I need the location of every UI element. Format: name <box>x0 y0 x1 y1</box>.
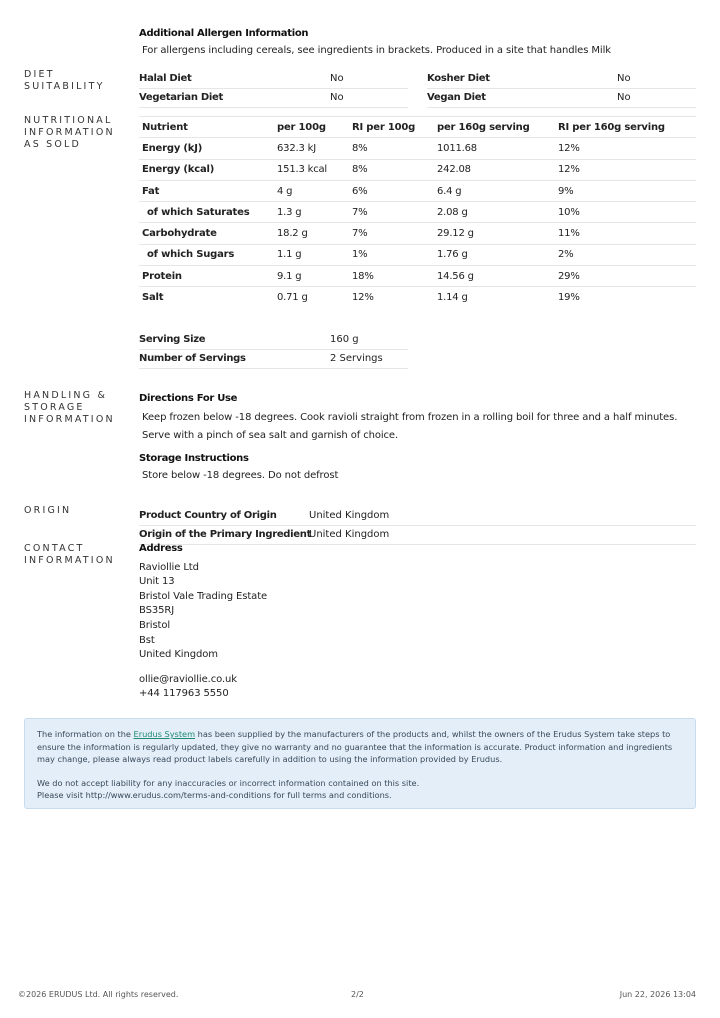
address-line: Unit 13 <box>139 576 175 588</box>
servings-value: 2 Servings <box>330 353 383 364</box>
halal-value: No <box>330 73 344 84</box>
per-serving-value: 1011.68 <box>437 138 558 159</box>
vegetarian-row <box>139 89 408 108</box>
ri-serving-value: 29% <box>558 266 696 287</box>
servings-row <box>139 350 408 369</box>
disclaimer-post-link: has been supplied by the manufacturers of the products and, whilst the owners of the Erudus System take steps to ensure the information is regularly updated, they give no warranty and no guarantee that the information is accurate. Product information and ingredients may change, please always read product labels carefully in addition to using the information provided by Erudus. <box>37 729 673 764</box>
disclaimer-paragraph <box>37 728 683 766</box>
table-row <box>139 202 696 223</box>
directions-text: Keep frozen below -18 degrees. Cook ravioli straight from frozen in a rolling boil for three and a half minutes. Serve with a pinch of sea salt and garnish of choice. <box>142 412 678 441</box>
table-row <box>139 223 696 244</box>
table-row <box>139 138 696 159</box>
per-100g-value: 1.1 g <box>277 244 352 265</box>
per-serving-value: 29.12 g <box>437 223 558 244</box>
header-per-serving: per 160g serving <box>437 117 558 138</box>
header-ri-per-100g: RI per 100g <box>352 117 437 138</box>
allergen-heading: Additional Allergen Information <box>139 28 309 39</box>
table-row <box>139 159 696 180</box>
per-serving-value: 1.76 g <box>437 244 558 265</box>
address-line: United Kingdom <box>139 649 218 661</box>
per-serving-value: 242.08 <box>437 159 558 180</box>
address-line: Bst <box>139 634 155 646</box>
diet-section-label: DIET SUITABILITY <box>24 69 105 92</box>
storage-text: Store below -18 degrees. Do not defrost <box>142 470 339 481</box>
ri-serving-value: 2% <box>558 244 696 265</box>
erudus-system-link[interactable]: Erudus System <box>133 729 196 739</box>
table-row <box>139 266 696 287</box>
ri-100g-value: 18% <box>352 266 437 287</box>
header-ri-per-serving: RI per 160g serving <box>558 117 696 138</box>
per-serving-value: 1.14 g <box>437 292 468 304</box>
nutrient-name: Protein <box>139 266 277 287</box>
per-100g-value: 4 g <box>277 180 352 201</box>
origin-section-label: ORIGIN <box>24 505 72 516</box>
vegan-row <box>427 89 696 108</box>
ri-serving-value: 19% <box>558 292 580 304</box>
nutrition-header-row <box>139 117 696 138</box>
kosher-value: No <box>617 73 631 84</box>
allergen-section <box>139 28 696 56</box>
vegan-label: Vegan Diet <box>427 92 486 103</box>
per-100g-value: 632.3 kJ <box>277 138 352 159</box>
disclaimer-box <box>24 718 696 809</box>
address-line: BS35RJ <box>139 605 175 617</box>
ri-100g-value: 6% <box>352 180 437 201</box>
per-100g-value: 9.1 g <box>277 266 352 287</box>
ri-100g-value: 8% <box>352 138 437 159</box>
contact-section-label: CONTACT INFORMATION <box>24 543 115 566</box>
nutrient-name: Energy (kcal) <box>139 159 277 180</box>
primary-origin-label: Origin of the Primary Ingredient <box>139 529 312 540</box>
contact-email: ollie@raviollie.co.uk <box>139 673 237 685</box>
nutrient-name: Salt <box>142 292 164 304</box>
country-origin-value: United Kingdom <box>309 510 390 521</box>
country-origin-row <box>139 507 696 526</box>
disclaimer-liability: We do not accept liability for any inaccuracies or incorrect information contained on this site. <box>37 777 420 788</box>
address-heading: Address <box>139 543 183 554</box>
nutrient-name: Carbohydrate <box>139 223 277 244</box>
serving-size-row <box>139 331 408 350</box>
primary-origin-value: United Kingdom <box>309 529 390 540</box>
contact-section <box>139 542 696 702</box>
disclaimer-terms: Please visit http://www.erudus.com/terms-and-conditions for full terms and conditions. <box>37 790 392 800</box>
per-100g-value: 1.3 g <box>277 202 352 223</box>
per-serving-value: 2.08 g <box>437 202 558 223</box>
kosher-label: Kosher Diet <box>427 73 490 84</box>
serving-size-value: 160 g <box>330 334 359 345</box>
table-row <box>139 244 696 265</box>
address-line: Raviollie Ltd <box>139 561 199 573</box>
address-line: Bristol Vale Trading Estate <box>139 590 268 602</box>
per-100g-value: 18.2 g <box>277 223 352 244</box>
ri-100g-value: 1% <box>352 244 437 265</box>
halal-row <box>139 70 408 89</box>
storage-heading: Storage Instructions <box>139 453 249 464</box>
ri-100g-value: 12% <box>352 292 374 304</box>
nutrient-name: of which Sugars <box>139 244 277 265</box>
halal-label: Halal Diet <box>139 73 192 84</box>
per-serving-value: 6.4 g <box>437 180 558 201</box>
ri-serving-value: 9% <box>558 180 696 201</box>
ri-serving-value: 11% <box>558 223 696 244</box>
ri-100g-value: 8% <box>352 159 437 180</box>
disclaimer-pre-link: The information on the <box>37 729 134 739</box>
ri-serving-value: 12% <box>558 159 696 180</box>
allergen-text: For allergens including cereals, see ingredients in brackets. Produced in a site that handles Milk <box>142 45 611 56</box>
kosher-row <box>427 70 696 89</box>
ri-serving-value: 12% <box>558 138 696 159</box>
nutrient-name: Energy (kJ) <box>139 138 277 159</box>
nutrient-name: of which Saturates <box>139 202 277 223</box>
footer-copyright: ©2026 ERUDUS Ltd. All rights reserved. <box>18 990 179 999</box>
vegetarian-label: Vegetarian Diet <box>139 92 223 103</box>
ri-serving-value: 10% <box>558 202 696 223</box>
nutrient-name: Fat <box>139 180 277 201</box>
header-per-100g: per 100g <box>277 117 352 138</box>
vegetarian-value: No <box>330 92 344 103</box>
ri-100g-value: 7% <box>352 223 437 244</box>
nutrition-table <box>139 116 696 308</box>
per-100g-value: 151.3 kcal <box>277 159 352 180</box>
country-origin-label: Product Country of Origin <box>139 510 277 521</box>
serving-size-label: Serving Size <box>139 334 206 345</box>
vegan-value: No <box>617 92 631 103</box>
ri-100g-value: 7% <box>352 202 437 223</box>
footer-date: Jun 22, 2026 13:04 <box>619 990 696 999</box>
footer-page-number: 2/2 <box>351 990 364 999</box>
handling-section <box>139 393 696 481</box>
address-line: Bristol <box>139 619 171 631</box>
servings-label: Number of Servings <box>139 353 246 364</box>
table-row <box>139 287 696 308</box>
directions-heading: Directions For Use <box>139 393 238 404</box>
handling-section-label: HANDLING & STORAGE INFORMATION <box>24 390 115 425</box>
header-nutrient: Nutrient <box>139 117 277 138</box>
nutrition-section-label: NUTRITIONAL INFORMATION AS SOLD <box>24 115 115 150</box>
per-100g-value: 0.71 g <box>277 292 308 304</box>
table-row <box>139 180 696 201</box>
per-serving-value: 14.56 g <box>437 266 558 287</box>
contact-phone: +44 117963 5550 <box>139 688 229 700</box>
